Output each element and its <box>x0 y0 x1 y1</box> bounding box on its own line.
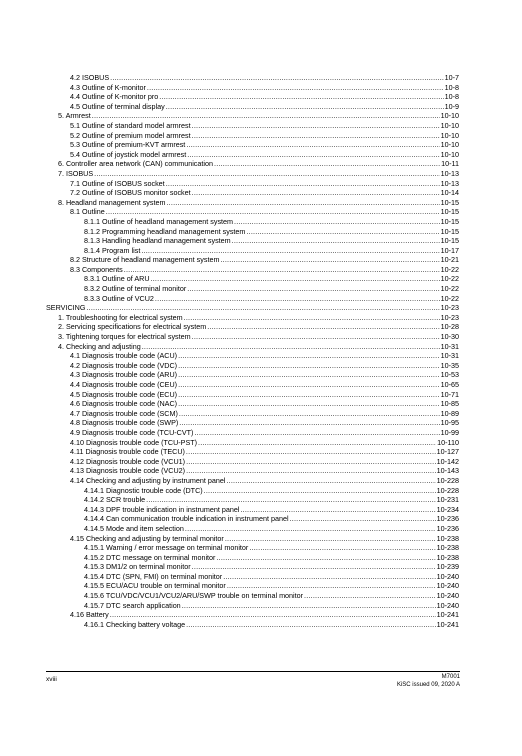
toc-entry-page: 10-239 <box>436 562 459 572</box>
toc-leader-dots <box>86 303 439 313</box>
toc-entry-page: 10-7 <box>444 73 459 82</box>
toc-entry-title: 4.14.4 Can communication trouble indication in instrument panel <box>84 514 289 524</box>
toc-entry-title: 7.2 Outline of ISOBUS monitor socket <box>70 188 191 198</box>
toc-entry-title: 5. Armrest <box>58 111 91 121</box>
table-of-contents <box>46 73 459 629</box>
toc-entry-title: 4.16 Battery <box>70 610 109 620</box>
toc-leader-dots <box>106 207 440 217</box>
toc-entry[interactable] <box>46 534 459 544</box>
toc-leader-dots <box>151 274 440 284</box>
toc-entry-page: 10-23 <box>440 312 459 322</box>
toc-leader-dots <box>178 370 440 380</box>
toc-leader-dots <box>192 332 440 342</box>
toc-entry-title: 3. Tightening torques for electrical system <box>58 332 191 342</box>
toc-entry-page: 10-10 <box>440 111 459 121</box>
toc-leader-dots <box>166 102 444 112</box>
toc-entry-title: 8.1 Outline <box>70 207 105 217</box>
toc-entry[interactable] <box>46 73 459 83</box>
toc-leader-dots <box>178 380 440 390</box>
toc-entry-title: 4.15 Checking and adjusting by terminal monitor <box>70 533 224 543</box>
toc-entry[interactable] <box>46 140 459 150</box>
toc-entry-title: 4.14 Checking and adjusting by instrument panel <box>70 475 226 485</box>
toc-entry[interactable] <box>46 476 459 486</box>
toc-entry-title: SERVICING <box>46 303 86 313</box>
toc-entry-page: 10-15 <box>440 207 459 217</box>
toc-leader-dots <box>178 351 440 361</box>
toc-entry-page: 10-238 <box>436 543 459 553</box>
toc-entry-title: 8.1.3 Handling headland management system <box>84 236 231 246</box>
toc-entry[interactable] <box>46 591 459 601</box>
document-code: M7001 <box>441 674 460 680</box>
toc-leader-dots <box>240 505 435 515</box>
toc-entry-title: 4.4 Outline of K-monitor pro <box>70 92 159 102</box>
toc-leader-dots <box>182 601 436 611</box>
toc-entry-title: 8. Headland management system <box>58 197 166 207</box>
toc-leader-dots <box>246 227 439 237</box>
toc-entry-title: 4.15.5 ECU/ACU trouble on terminal monitor <box>84 581 226 591</box>
toc-entry-page: 10-142 <box>436 456 459 466</box>
toc-entry-title: 4.3 Outline of K-monitor <box>70 82 146 92</box>
toc-entry-title: 4.15.6 TCU/VDC/VCU1/VCU2/ARU/SWP trouble on terminal monitor <box>84 591 304 601</box>
toc-leader-dots <box>220 255 439 265</box>
toc-entry-title: 4.15.7 DTC search application <box>84 600 181 610</box>
toc-entry-page: 10-15 <box>440 236 459 246</box>
toc-entry[interactable] <box>46 351 459 361</box>
toc-entry-page: 10-240 <box>436 600 459 610</box>
toc-leader-dots <box>192 131 440 141</box>
toc-entry-page: 10-234 <box>436 504 459 514</box>
toc-entry[interactable] <box>46 255 459 265</box>
toc-entry-title: 4.5 Diagnosis trouble code (ECU) <box>70 389 178 399</box>
toc-entry-title: 8.3.1 Outline of ARU <box>84 274 150 284</box>
toc-entry-title: 4.14.5 Mode and item selection <box>84 523 184 533</box>
toc-leader-dots <box>216 553 435 563</box>
toc-entry-page: 10-21 <box>440 255 459 265</box>
toc-entry[interactable] <box>46 495 459 505</box>
toc-leader-dots <box>192 188 440 198</box>
toc-entry[interactable] <box>46 188 459 198</box>
toc-entry[interactable] <box>46 428 459 438</box>
toc-entry-title: 4.8 Diagnosis trouble code (SWP) <box>70 418 179 428</box>
toc-leader-dots <box>141 246 439 256</box>
toc-entry-page: 10-241 <box>436 610 459 620</box>
toc-entry-title: 8.2 Structure of headland management system <box>70 255 220 265</box>
toc-leader-dots <box>223 572 435 582</box>
toc-leader-dots <box>227 581 436 591</box>
toc-entry[interactable] <box>46 457 459 467</box>
toc-leader-dots <box>186 447 436 457</box>
toc-entry-page: 10-8 <box>444 92 459 102</box>
toc-entry[interactable] <box>46 102 459 112</box>
toc-entry-page: 10-95 <box>440 418 459 428</box>
toc-entry[interactable] <box>46 361 459 371</box>
toc-entry[interactable] <box>46 265 459 275</box>
toc-entry-title: 4.3 Diagnosis trouble code (ARU) <box>70 370 178 380</box>
toc-entry-page: 10-23 <box>440 303 459 313</box>
toc-entry[interactable] <box>46 207 459 217</box>
page-number: xviii <box>46 676 57 683</box>
toc-entry-page: 10-228 <box>436 485 459 495</box>
toc-entry-page: 10-13 <box>440 168 459 178</box>
toc-entry-page: 10-85 <box>440 399 459 409</box>
toc-leader-dots <box>166 179 440 189</box>
toc-entry[interactable] <box>46 543 459 553</box>
toc-entry[interactable] <box>46 150 459 160</box>
toc-entry[interactable] <box>46 246 459 256</box>
toc-entry[interactable] <box>46 198 459 208</box>
toc-entry-title: 6. Controller area network (CAN) communication <box>58 159 213 169</box>
toc-leader-dots <box>166 198 439 208</box>
toc-leader-dots <box>192 121 440 131</box>
toc-entry-page: 10-35 <box>440 360 459 370</box>
toc-entry-page: 10-236 <box>436 514 459 524</box>
toc-leader-dots <box>179 418 439 428</box>
toc-entry[interactable] <box>46 505 459 515</box>
toc-entry-page: 10-89 <box>440 408 459 418</box>
toc-entry-page: 10-240 <box>436 571 459 581</box>
toc-entry[interactable] <box>46 447 459 457</box>
toc-leader-dots <box>226 476 435 486</box>
toc-entry-title: 8.3.3 Outline of VCU2 <box>84 293 154 303</box>
toc-entry[interactable] <box>46 92 459 102</box>
toc-entry[interactable] <box>46 409 459 419</box>
toc-leader-dots <box>110 73 443 83</box>
toc-entry[interactable] <box>46 313 459 323</box>
toc-leader-dots <box>124 265 440 275</box>
toc-entry-title: 8.1.4 Program list <box>84 245 141 255</box>
toc-leader-dots <box>186 466 436 476</box>
toc-entry[interactable] <box>46 380 459 390</box>
toc-entry-page: 10-65 <box>440 380 459 389</box>
toc-entry-title: 4.14.1 Diagnostic trouble code (DTC) <box>84 485 203 495</box>
toc-entry-title: 4.9 Diagnosis trouble code (TCU-CVT) <box>70 427 194 437</box>
toc-entry-page: 10-53 <box>440 370 459 380</box>
toc-leader-dots <box>225 534 436 544</box>
toc-entry-title: 5.2 Outline of premium model armrest <box>70 130 191 140</box>
toc-entry-title: 4.1 Diagnosis trouble code (ACU) <box>70 351 178 361</box>
toc-entry-title: 4.10 Diagnosis trouble code (TCU-PST) <box>70 437 198 447</box>
toc-entry-title: 5.1 Outline of standard model armrest <box>70 120 191 130</box>
toc-entry[interactable] <box>46 322 459 332</box>
toc-leader-dots <box>214 159 440 169</box>
toc-entry-page: 10-10 <box>440 149 459 159</box>
toc-entry-title: 4.15.4 DTC (SPN, FMI) on terminal monitor <box>84 571 223 581</box>
toc-entry[interactable] <box>46 562 459 572</box>
toc-entry[interactable] <box>46 342 459 352</box>
toc-entry[interactable] <box>46 620 459 630</box>
toc-entry-title: 4.12 Diagnosis trouble code (VCU1) <box>70 456 186 466</box>
toc-entry[interactable] <box>46 332 459 342</box>
toc-leader-dots <box>234 217 440 227</box>
toc-entry-page: 10-10 <box>440 140 459 150</box>
toc-entry[interactable] <box>46 159 459 169</box>
toc-entry-page: 10-99 <box>440 427 459 437</box>
toc-entry[interactable] <box>46 524 459 534</box>
toc-entry-page: 10-14 <box>440 188 459 198</box>
toc-entry[interactable] <box>46 236 459 246</box>
toc-entry[interactable] <box>46 303 459 313</box>
toc-entry[interactable] <box>46 284 459 294</box>
toc-entry-page: 10-22 <box>440 274 459 284</box>
toc-leader-dots <box>146 495 435 505</box>
toc-leader-dots <box>304 591 436 601</box>
toc-leader-dots <box>186 457 436 467</box>
toc-leader-dots <box>187 284 439 294</box>
toc-leader-dots <box>290 514 436 524</box>
toc-entry-title: 7. ISOBUS <box>58 168 94 178</box>
toc-entry-page: 10-110 <box>437 437 459 447</box>
toc-entry-page: 10-11 <box>441 159 459 169</box>
toc-entry-page: 10-10 <box>440 120 459 130</box>
toc-entry-page: 10-31 <box>440 341 459 351</box>
toc-entry-page: 10-127 <box>436 447 459 457</box>
toc-entry[interactable] <box>46 610 459 620</box>
toc-entry-page: 10-9 <box>444 101 459 111</box>
toc-leader-dots <box>186 140 439 150</box>
toc-entry[interactable] <box>46 131 459 141</box>
toc-entry[interactable] <box>46 370 459 380</box>
toc-entry[interactable] <box>46 438 459 448</box>
toc-leader-dots <box>207 322 439 332</box>
toc-entry-title: 8.1.1 Outline of headland management system <box>84 216 234 226</box>
toc-entry-title: 4.6 Diagnosis trouble code (NAC) <box>70 399 178 409</box>
toc-entry[interactable] <box>46 581 459 591</box>
toc-entry-page: 10-10 <box>440 130 459 140</box>
toc-entry[interactable] <box>46 179 459 189</box>
toc-leader-dots <box>184 313 440 323</box>
toc-leader-dots <box>186 620 436 630</box>
toc-entry-page: 10-236 <box>436 523 459 533</box>
toc-leader-dots <box>249 543 435 553</box>
toc-entry[interactable] <box>46 514 459 524</box>
toc-entry-page: 10-238 <box>436 552 459 562</box>
toc-entry-page: 10-240 <box>436 591 459 601</box>
toc-entry[interactable] <box>46 227 459 237</box>
toc-entry-title: 4.2 ISOBUS <box>70 73 110 82</box>
toc-entry-title: 8.3 Components <box>70 264 123 274</box>
toc-entry-title: 4.13 Diagnosis trouble code (VCU2) <box>70 466 186 476</box>
toc-entry-page: 10-30 <box>440 332 459 342</box>
toc-leader-dots <box>147 83 444 93</box>
toc-entry-title: 4.15.1 Warning / error message on terminal monitor <box>84 543 249 553</box>
toc-entry[interactable] <box>46 486 459 496</box>
toc-entry-title: 5.4 Outline of joystick model armrest <box>70 149 187 159</box>
issue-info: KiSC issued 09, 2020 A <box>396 681 460 688</box>
toc-entry-page: 10-13 <box>440 178 459 188</box>
toc-entry-title: 7.1 Outline of ISOBUS socket <box>70 178 165 188</box>
toc-entry-title: 4.15.2 DTC message on terminal monitor <box>84 552 216 562</box>
toc-leader-dots <box>204 486 436 496</box>
footer-divider <box>46 671 460 672</box>
toc-entry-page: 10-22 <box>440 284 459 294</box>
toc-entry[interactable] <box>46 121 459 131</box>
toc-entry-page: 10-17 <box>440 245 459 255</box>
toc-leader-dots <box>155 294 440 304</box>
toc-entry[interactable] <box>46 217 459 227</box>
toc-leader-dots <box>194 428 439 438</box>
toc-entry-title: 5.3 Outline of premium-KVT armrest <box>70 140 186 150</box>
toc-leader-dots <box>159 92 443 102</box>
toc-entry-title: 4.16.1 Checking battery voltage <box>84 619 186 629</box>
toc-entry[interactable] <box>46 294 459 304</box>
toc-entry-title: 2. Servicing specifications for electrical system <box>58 322 207 332</box>
toc-entry[interactable] <box>46 601 459 611</box>
toc-entry-page: 10-22 <box>440 293 459 303</box>
toc-leader-dots <box>178 390 440 400</box>
toc-leader-dots <box>179 409 440 419</box>
toc-entry[interactable] <box>46 274 459 284</box>
toc-entry-title: 4.14.2 SCR trouble <box>84 495 146 505</box>
toc-entry-page: 10-241 <box>436 619 459 629</box>
toc-entry[interactable] <box>46 390 459 400</box>
toc-entry-title: 4.7 Diagnosis trouble code (SCM) <box>70 408 178 418</box>
toc-entry-title: 4.15.3 DM1/2 on terminal monitor <box>84 562 191 572</box>
toc-entry-page: 10-31 <box>440 351 459 361</box>
toc-leader-dots <box>192 562 436 572</box>
toc-leader-dots <box>110 610 436 620</box>
toc-entry[interactable] <box>46 399 459 409</box>
toc-leader-dots <box>187 150 439 160</box>
toc-entry[interactable] <box>46 169 459 179</box>
toc-entry[interactable] <box>46 466 459 476</box>
toc-entry[interactable] <box>46 572 459 582</box>
toc-entry-page: 10-228 <box>436 475 459 485</box>
toc-entry-title: 4.5 Outline of terminal display <box>70 101 165 111</box>
toc-leader-dots <box>185 524 436 534</box>
toc-entry-title: 4. Checking and adjusting <box>58 341 141 351</box>
toc-entry-title: 8.3.2 Outline of terminal monitor <box>84 284 187 294</box>
toc-entry-page: 10-8 <box>444 82 459 92</box>
toc-entry-title: 4.14.3 DPF trouble indication in instrument panel <box>84 504 240 514</box>
footer-info <box>397 674 460 689</box>
toc-entry[interactable] <box>46 553 459 563</box>
toc-leader-dots <box>178 399 440 409</box>
toc-entry-page: 10-15 <box>440 226 459 236</box>
toc-entry-page: 10-22 <box>440 264 459 274</box>
toc-entry-title: 4.11 Diagnosis trouble code (TECU) <box>70 447 185 457</box>
toc-leader-dots <box>232 236 440 246</box>
toc-entry-page: 10-231 <box>436 495 459 505</box>
toc-entry-title: 4.2 Diagnosis trouble code (VDC) <box>70 360 178 370</box>
toc-entry-page: 10-28 <box>440 322 459 332</box>
toc-entry-title: 8.1.2 Programming headland management system <box>84 226 246 236</box>
toc-entry-page: 10-71 <box>440 389 459 399</box>
toc-leader-dots <box>94 169 439 179</box>
toc-entry[interactable] <box>46 111 459 121</box>
toc-entry-page: 10-15 <box>440 197 459 207</box>
toc-leader-dots <box>92 111 440 121</box>
toc-entry-title: 1. Troubleshooting for electrical system <box>58 312 183 322</box>
toc-leader-dots <box>142 342 440 352</box>
toc-entry-page: 10-240 <box>436 581 459 591</box>
toc-leader-dots <box>198 438 436 448</box>
toc-entry[interactable] <box>46 418 459 428</box>
toc-entry-title: 4.4 Diagnosis trouble code (CEU) <box>70 380 178 389</box>
toc-entry-page: 10-15 <box>440 216 459 226</box>
toc-leader-dots <box>178 361 440 371</box>
toc-entry-page: 10-238 <box>436 533 459 543</box>
toc-entry[interactable] <box>46 83 459 93</box>
toc-entry-page: 10-143 <box>436 466 459 476</box>
